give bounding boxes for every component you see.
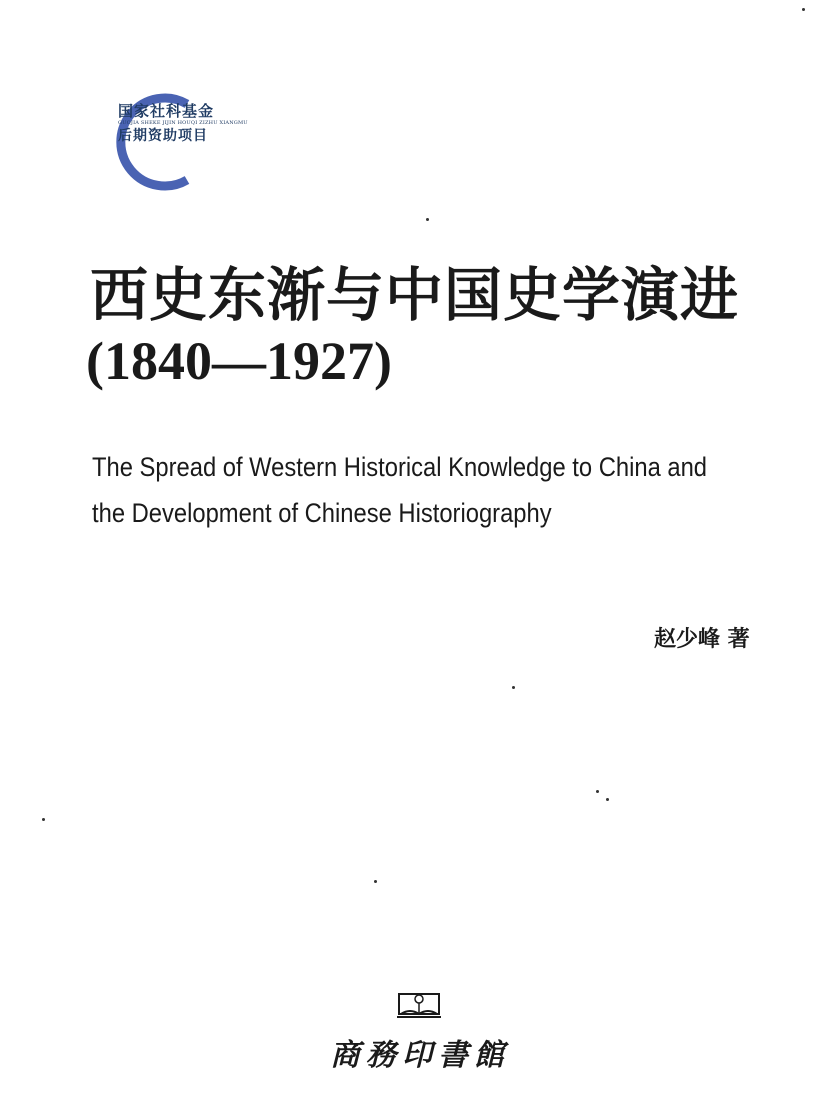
scan-speck: [512, 686, 515, 689]
scan-speck: [596, 790, 599, 793]
title-english-line2: the Development of Chinese Historiography: [92, 498, 552, 528]
scan-speck: [42, 818, 45, 821]
title-years: (1840—1927): [86, 331, 392, 391]
scan-speck: [374, 880, 377, 883]
scan-speck: [426, 218, 429, 221]
title-english: [92, 444, 787, 536]
title-english-line1: The Spread of Western Historical Knowledge to China and: [92, 452, 708, 482]
scan-speck: [802, 8, 805, 11]
badge-line3: 后期资助项目: [118, 128, 208, 144]
funding-badge: [92, 92, 248, 192]
author: 赵少峰 著: [654, 626, 750, 652]
badge-line2: GUOJIA SHEKE JIJIN HOUQI ZIZHU XIANGMU: [118, 120, 248, 126]
open-book-icon: [396, 990, 442, 1020]
badge-line1: 国家社科基金: [118, 102, 215, 120]
badge-text: [118, 102, 248, 145]
publisher-name: 商務印書館: [330, 1038, 510, 1073]
scan-speck: [606, 798, 609, 801]
title-chinese: 西史东渐与中国史学演进: [90, 261, 740, 329]
